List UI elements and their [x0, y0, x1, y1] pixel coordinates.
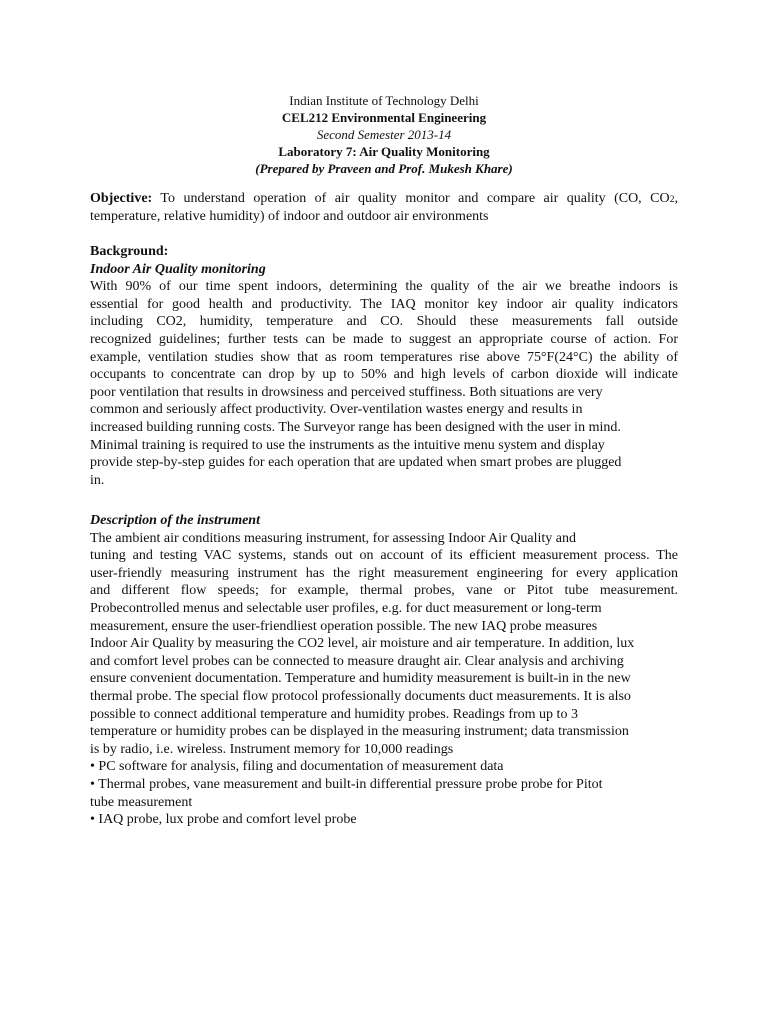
paragraph-line: With 90% of our time spent indoors, determining the quality of the air we breathe indoors is [90, 279, 678, 295]
paragraph-line: provide step-by-step guides for each operation that are updated when smart probes are plugged [90, 455, 622, 471]
paragraph-line: Minimal training is required to use the instruments as the intuitive menu system and display [90, 437, 605, 453]
description-section [90, 512, 678, 829]
paragraph-line: user-friendly measuring instrument has the right measurement engineering for every application [90, 565, 678, 581]
paragraph-line: in. [90, 472, 105, 488]
paragraph-line: possible to connect additional temperature and humidity probes. Readings from up to 3 [90, 706, 578, 722]
bullet-item: • PC software for analysis, filing and documentation of measurement data [90, 759, 504, 775]
prepared-by: (Prepared by Praveen and Prof. Mukesh Khare) [255, 161, 513, 176]
paragraph-line: measurement, ensure the user-friendliest operation possible. The new IAQ probe measures [90, 618, 598, 634]
objective-section [90, 190, 678, 225]
course-title: CEL212 Environmental Engineering [281, 110, 487, 125]
paragraph-line: increased building running costs. The Surveyor range has been designed with the user in mind. [90, 419, 621, 435]
paragraph-line: poor ventilation that results in drowsiness and perceived stuffiness. Both situations are very [90, 384, 603, 400]
paragraph-line: and different flow speeds; for example, thermal probes, vane or Pitot tube measurement. [90, 583, 678, 599]
objective-line-1: Objective: To understand operation of air quality monitor and compare air quality (CO, CO2, [90, 191, 678, 206]
paragraph-line: The ambient air conditions measuring instrument, for assessing Indoor Air Quality and [90, 530, 577, 546]
paragraph-line: Indoor Air Quality by measuring the CO2 level, air moisture and air temperature. In addition, lux [90, 636, 635, 652]
lab-title: Laboratory 7: Air Quality Monitoring [278, 144, 490, 159]
paragraph-line: occupants to concentrate can drop by up to 50% and high levels of carbon dioxide will indicate [90, 367, 678, 383]
paragraph-line: Probecontrolled menus and selectable user profiles, e.g. for duct measurement or long-term [90, 600, 602, 616]
paragraph-line: temperature or humidity probes can be displayed in the measuring instrument; data transmission [90, 724, 629, 740]
bullet-item-continuation: tube measurement [90, 794, 193, 810]
description-heading: Description of the instrument [90, 513, 260, 528]
paragraph-line: common and seriously affect productivity. Over-ventilation wastes energy and results in [90, 402, 583, 418]
paragraph-line: ensure convenient documentation. Temperature and humidity measurement is built-in in the new [90, 671, 631, 687]
institute-name: Indian Institute of Technology Delhi [289, 93, 479, 108]
indoor-aq-subheading: Indoor Air Quality monitoring [90, 261, 266, 277]
bullet-item: • IAQ probe, lux probe and comfort level probe [90, 812, 357, 828]
paragraph-line: and comfort level probes can be connected to measure draught air. Clear analysis and archiving [90, 653, 624, 669]
paragraph-line: essential for good health and productivity. The IAQ monitor key indoor air quality indicators [90, 296, 678, 312]
background-section [90, 243, 678, 489]
paragraph-line: is by radio, i.e. wireless. Instrument memory for 10,000 readings [90, 741, 454, 757]
objective-line-2: temperature, relative humidity) of indoor and outdoor air environments [90, 208, 489, 224]
background-heading: Background: [90, 244, 169, 259]
bullet-item: • Thermal probes, vane measurement and built-in differential pressure probe probe for Pitot [90, 776, 603, 792]
objective-label: Objective: [90, 191, 153, 206]
paragraph-line: thermal probe. The special flow protocol professionally documents duct measurements. It is also [90, 688, 631, 704]
paragraph-line: recognized guidelines; further tests can be made to suggest an appropriate course of action. For [90, 331, 678, 347]
paragraph-line: tuning and testing VAC systems, stands out on account of its efficient measurement process. The [90, 548, 678, 564]
paragraph-line: example, ventilation studies show that as room temperatures rise above 75°F(24°C) the ability of [90, 349, 678, 365]
semester: Second Semester 2013-14 [316, 127, 452, 142]
paragraph-line: including CO2, humidity, temperature and CO. Should these measurements fall outside [90, 314, 678, 330]
